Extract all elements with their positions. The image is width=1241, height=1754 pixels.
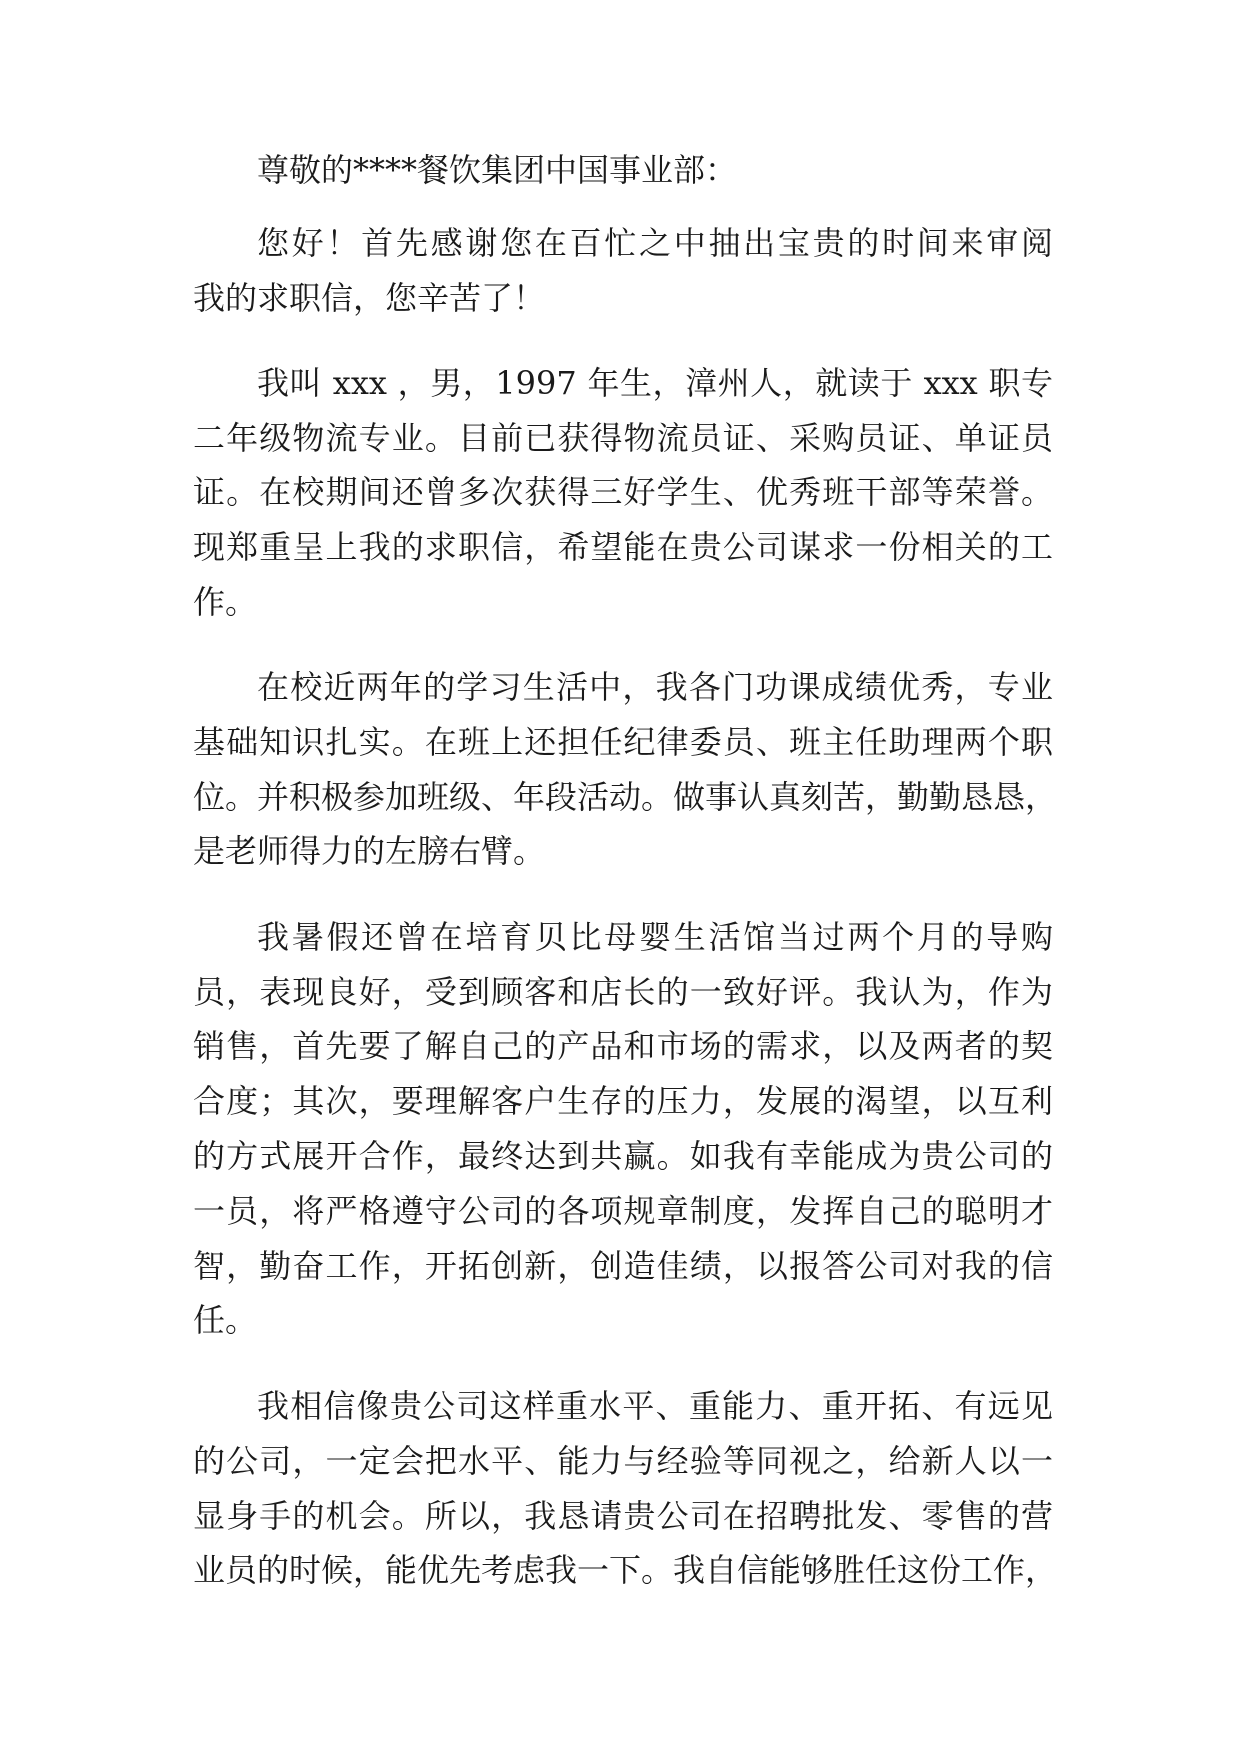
paragraph-line: 销售，首先要了解自己的产品和市场的需求，以及两者的契 bbox=[193, 1027, 1053, 1065]
paragraph-line: 作。 bbox=[193, 583, 258, 621]
paragraph-line: 我叫 xxx ，男，1997 年生，漳州人，就读于 xxx 职专 bbox=[257, 364, 1053, 402]
paragraph-line: 证。在校期间还曾多次获得三好学生、优秀班干部等荣誉。 bbox=[193, 473, 1053, 511]
salutation: 尊敬的****餐饮集团中国事业部： bbox=[257, 151, 738, 189]
paragraph-line: 我暑假还曾在培育贝比母婴生活馆当过两个月的导购 bbox=[257, 918, 1053, 956]
paragraph-line: 员，表现良好，受到顾客和店长的一致好评。我认为，作为 bbox=[193, 973, 1053, 1011]
paragraph-line: 任。 bbox=[193, 1301, 258, 1339]
paragraph-line: 基础知识扎实。在班上还担任纪律委员、班主任助理两个职 bbox=[193, 723, 1053, 761]
paragraph-line: 是老师得力的左膀右臂。 bbox=[193, 832, 546, 870]
paragraph-line: 业员的时候，能优先考虑我一下。我自信能够胜任这份工作， bbox=[193, 1551, 1058, 1589]
paragraph-line: 的方式展开合作，最终达到共赢。如我有幸能成为贵公司的 bbox=[193, 1137, 1053, 1175]
paragraph-line: 显身手的机会。所以，我恳请贵公司在招聘批发、零售的营 bbox=[193, 1497, 1053, 1535]
paragraph-line: 二年级物流专业。目前已获得物流员证、采购员证、单证员 bbox=[193, 419, 1053, 457]
paragraph-line: 您好！首先感谢您在百忙之中抽出宝贵的时间来审阅 bbox=[257, 224, 1053, 262]
paragraph-line: 的公司，一定会把水平、能力与经验等同视之，给新人以一 bbox=[193, 1442, 1053, 1480]
paragraph-line: 现郑重呈上我的求职信，希望能在贵公司谋求一份相关的工 bbox=[193, 528, 1053, 566]
paragraph-line: 位。并积极参加班级、年段活动。做事认真刻苦，勤勤恳恳， bbox=[193, 778, 1058, 816]
paragraph-line: 在校近两年的学习生活中，我各门功课成绩优秀，专业 bbox=[257, 668, 1053, 706]
paragraph-line: 我相信像贵公司这样重水平、重能力、重开拓、有远见 bbox=[257, 1387, 1053, 1425]
paragraph-line: 我的求职信，您辛苦了！ bbox=[193, 279, 546, 317]
paragraph-line: 智，勤奋工作，开拓创新，创造佳绩，以报答公司对我的信 bbox=[193, 1247, 1053, 1285]
paragraph-line: 合度；其次，要理解客户生存的压力，发展的渴望，以互利 bbox=[193, 1082, 1053, 1120]
paragraph-line: 一员，将严格遵守公司的各项规章制度，发挥自己的聪明才 bbox=[193, 1192, 1053, 1230]
